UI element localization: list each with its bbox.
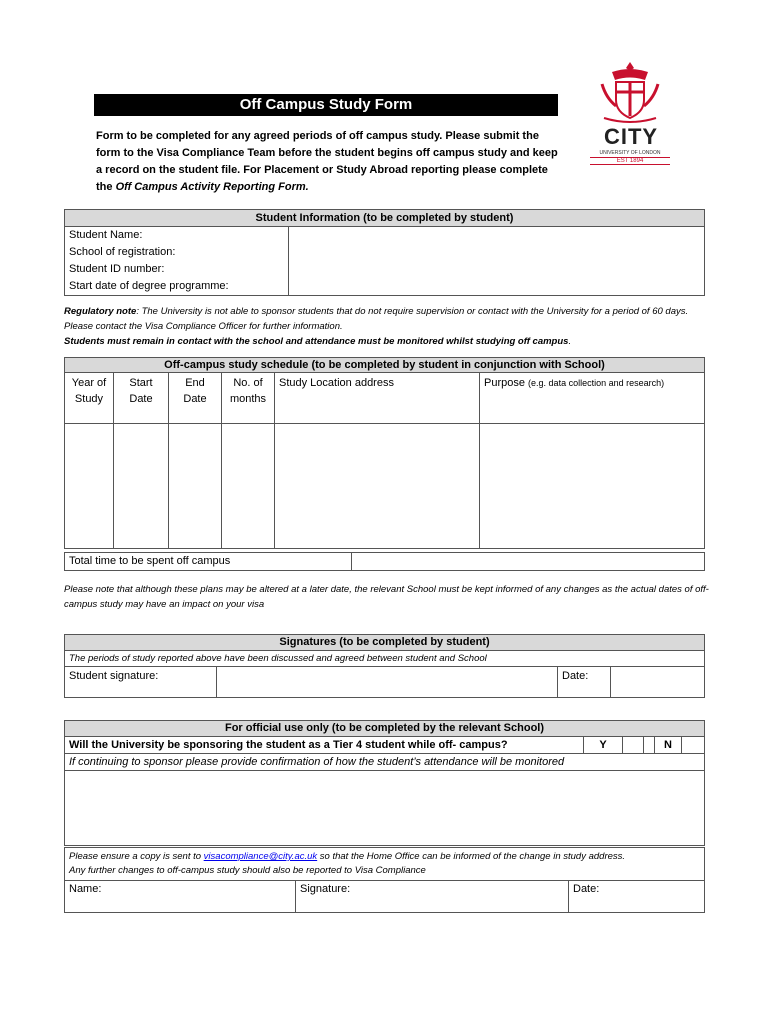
confirm-note: If continuing to sponsor please provide confirmation of how the student’s attendance will be monitored [65, 754, 705, 771]
intro-form-name: Off Campus Activity Reporting Form. [115, 181, 309, 193]
sponsor-question: Will the University be sponsoring the student as a Tier 4 student while off- campus? [65, 737, 584, 754]
student-signature-label: Student signature: [65, 667, 217, 698]
signature-date-field[interactable] [611, 667, 705, 698]
start-date-label: Start date of degree programme: [65, 278, 289, 296]
table-row [65, 424, 705, 549]
start-date-field[interactable] [289, 278, 705, 296]
official-heading: For official use only (to be completed by the relevant School) [65, 721, 705, 737]
col-purpose [480, 373, 705, 424]
school-label: School of registration: [65, 244, 289, 261]
total-table [64, 552, 705, 571]
year-cell[interactable] [65, 424, 114, 549]
student-info-table [64, 209, 705, 296]
signatures-heading: Signatures (to be completed by student) [65, 635, 705, 651]
intro-text [96, 128, 566, 196]
city-university-logo [590, 58, 670, 168]
spacer-cell [644, 737, 655, 754]
signatures-note: The periods of study reported above have been discussed and agreed between student and School [65, 651, 705, 667]
student-signature-field[interactable] [217, 667, 558, 698]
logo-city-text: CITY [603, 124, 659, 149]
official-date-label: Date: [573, 883, 600, 895]
col-end: End Date [169, 373, 222, 424]
start-cell[interactable] [114, 424, 169, 549]
regulatory-label: Regulatory note [64, 306, 137, 317]
col-start: Start Date [114, 373, 169, 424]
copy-note-pre: Please ensure a copy is sent to [69, 851, 204, 862]
signatures-table [64, 634, 705, 698]
col-year: Year of Study [65, 373, 114, 424]
total-label: Total time to be spent off campus [65, 553, 352, 571]
student-name-field[interactable] [289, 227, 705, 245]
end-cell[interactable] [169, 424, 222, 549]
col-months: No. of months [222, 373, 275, 424]
official-name-field[interactable] [65, 881, 296, 913]
regulatory-bold-line: Students must remain in contact with the school and attendance must be monitored whilst studying off campus [64, 336, 569, 347]
logo-subtitle: UNIVERSITY OF LONDON [599, 150, 661, 156]
regulatory-note: Regulatory note: The University is not able to sponsor students that do not require supervision or contact with the University for a period of 60 days. Please contact the Visa Compliance Officer for further information. Students must remain in contact with the school and attendance must be monitored whilst studying off campus. [64, 306, 689, 347]
intro-body: Form to be completed for any agreed periods of off campus study. Please submit the form to the Visa Compliance Team before the student begins off campus study and keep a record on the student file. For Placement or Study Abroad reporting please complete the [96, 130, 558, 193]
schedule-table [64, 357, 705, 549]
page-title: Off Campus Study Form [94, 94, 558, 116]
visa-email-link[interactable]: visacompliance@city.ac.uk [203, 851, 318, 862]
sponsor-no-box[interactable] [682, 737, 705, 754]
monitoring-field[interactable] [65, 771, 705, 846]
signature-date-label: Date: [558, 667, 611, 698]
official-signature-field[interactable] [296, 881, 569, 913]
logo-est: EST 1894 [590, 157, 670, 165]
purpose-cell[interactable] [480, 424, 705, 549]
student-id-label: Student ID number: [65, 261, 289, 278]
sponsor-yes-box[interactable] [623, 737, 644, 754]
col-purpose-hint: (e.g. data collection and research) [528, 378, 665, 388]
official-date-field[interactable] [569, 881, 705, 913]
col-address: Study Location address [275, 373, 480, 424]
copy-note [65, 848, 705, 881]
student-id-field[interactable] [289, 261, 705, 278]
student-name-label: Student Name: [65, 227, 289, 245]
copy-note-line2: Any further changes to off-campus study should also be reported to Visa Compliance [69, 865, 426, 876]
sponsor-yes-label: Y [584, 737, 623, 754]
school-field[interactable] [289, 244, 705, 261]
sponsor-no-label: N [655, 737, 682, 754]
total-field[interactable] [352, 553, 705, 571]
student-info-heading: Student Information (to be completed by student) [65, 210, 705, 227]
official-bottom-table [64, 847, 705, 913]
official-name-label: Name: [69, 883, 102, 895]
regulatory-text: : The University is not able to sponsor students that do not require supervision or contact with the University for a period of 60 days. Please contact the Visa Compliance Officer for further information. [64, 306, 689, 332]
schedule-heading: Off-campus study schedule (to be completed by student in conjunction with School) [65, 358, 705, 373]
official-signature-label: Signature: [300, 883, 351, 895]
col-purpose-label: Purpose [484, 377, 525, 389]
copy-note-post: so that the Home Office can be informed of the change in study address. [317, 851, 626, 862]
address-cell[interactable] [275, 424, 480, 549]
months-cell[interactable] [222, 424, 275, 549]
official-table [64, 720, 705, 846]
plans-note: Please note that although these plans may be altered at a later date, the relevant School must be kept informed of any changes as the actual dates of off-campus study may have an impact on your visa [64, 584, 709, 610]
